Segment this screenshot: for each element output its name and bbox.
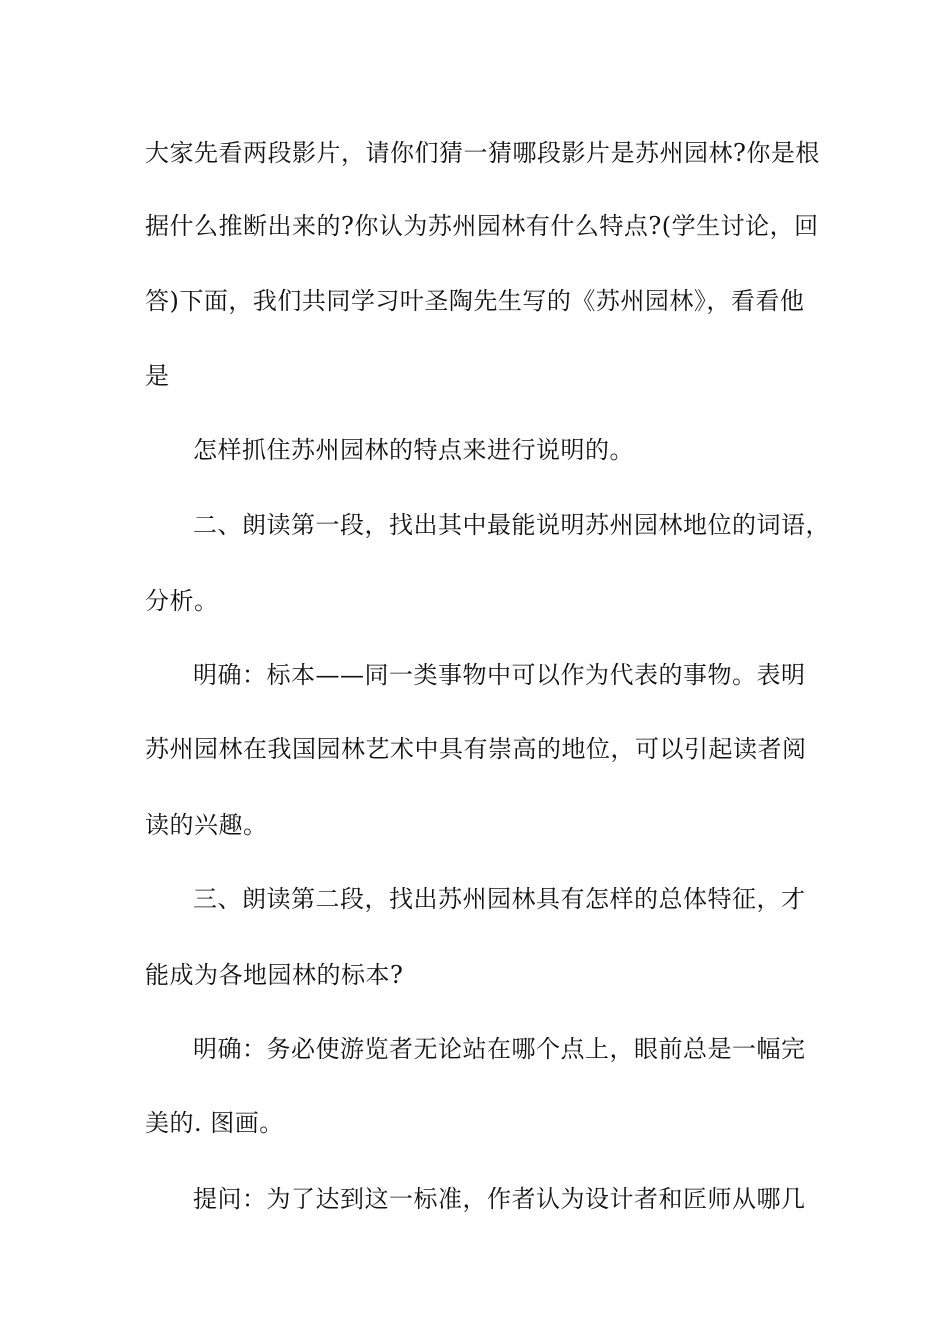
text-line: 美的. 图画。 bbox=[145, 1109, 284, 1137]
text-line: 明确：务必使游览者无论站在哪个点上，眼前总是一幅完 bbox=[193, 1035, 806, 1063]
text-line: 分析。 bbox=[145, 587, 219, 615]
text-line: 怎样抓住苏州园林的特点来进行说明的。 bbox=[193, 436, 634, 464]
text-line: 是 bbox=[145, 362, 170, 390]
text-line: 提问：为了达到这一标准，作者认为设计者和匠师从哪几 bbox=[193, 1185, 806, 1213]
text-line: 三、朗读第二段，找出苏州园林具有怎样的总体特征，才 bbox=[193, 885, 806, 913]
text-line: 读的兴趣。 bbox=[145, 811, 268, 839]
text-line: 二、朗读第一段，找出其中最能说明苏州园林地位的词语， bbox=[193, 511, 830, 539]
text-line: 大家先看两段影片，请你们猜一猜哪段影片是苏州园林?你是根 bbox=[145, 139, 820, 167]
text-line: 能成为各地园林的标本? bbox=[145, 961, 404, 989]
text-line: 答)下面，我们共同学习叶圣陶先生写的《苏州园林》，看看他 bbox=[145, 287, 805, 315]
text-line: 据什么推断出来的?你认为苏州园林有什么特点?(学生讨论，回 bbox=[145, 212, 819, 240]
text-line: 苏州园林在我国园林艺术中具有崇高的地位，可以引起读者阅 bbox=[145, 735, 807, 763]
text-line: 明确：标本——同一类事物中可以作为代表的事物。表明 bbox=[193, 661, 806, 689]
